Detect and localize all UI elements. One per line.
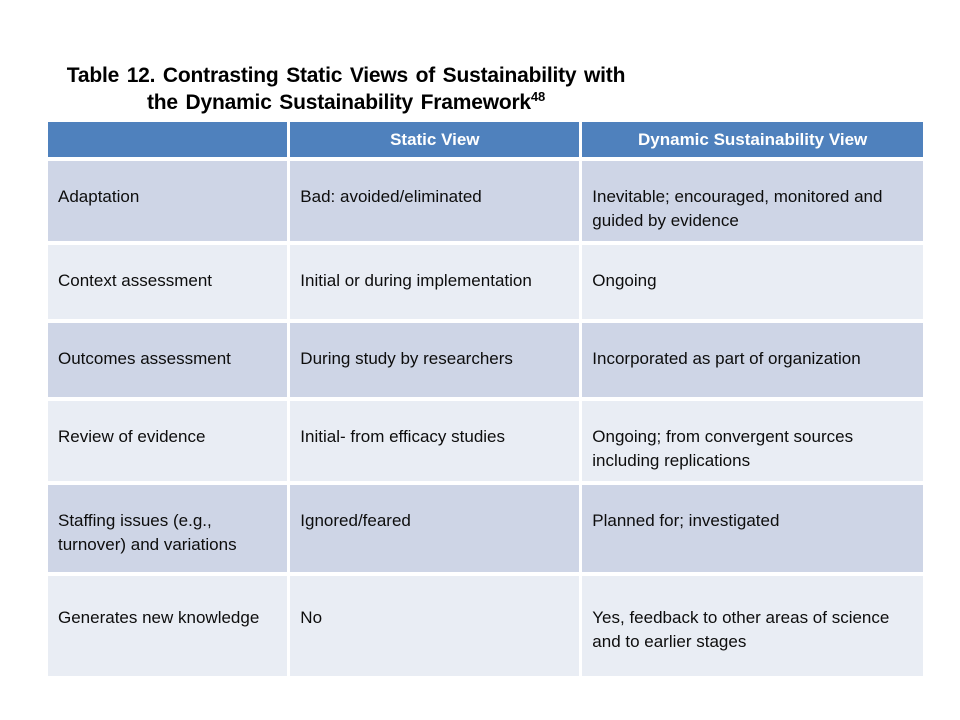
header-cell-dynamic-view: Dynamic Sustainability View — [582, 122, 923, 157]
table-row — [48, 576, 923, 676]
page-title-line1: Table 12. Contrasting Static Views of Sustainability with — [66, 64, 626, 87]
reference-superscript: 48 — [530, 89, 545, 104]
dynamic-view-cell: Incorporated as part of organization — [582, 323, 923, 397]
row-label-cell: Generates new knowledge — [48, 576, 287, 676]
header-cell-static-view: Static View — [290, 122, 579, 157]
dynamic-view-cell: Inevitable; encouraged, monitored and guided by evidence — [582, 161, 923, 241]
row-label-cell: Outcomes assessment — [48, 323, 287, 397]
row-label-cell: Review of evidence — [48, 401, 287, 481]
dynamic-view-cell: Ongoing; from convergent sources including replications — [582, 401, 923, 481]
static-view-cell: During study by researchers — [290, 323, 579, 397]
table-row — [48, 245, 923, 319]
page-title-line2 — [46, 89, 646, 116]
sustainability-comparison-table — [45, 118, 926, 680]
page-title — [46, 62, 646, 116]
table-row — [48, 401, 923, 481]
table-row — [48, 485, 923, 572]
row-label-cell: Staffing issues (e.g., turnover) and variations — [48, 485, 287, 572]
dynamic-view-cell: Ongoing — [582, 245, 923, 319]
header-cell-empty — [48, 122, 287, 157]
static-view-cell: Initial or during implementation — [290, 245, 579, 319]
static-view-cell: Bad: avoided/eliminated — [290, 161, 579, 241]
table-header-row — [48, 122, 923, 157]
table-row — [48, 161, 923, 241]
page-title-line2-text: the Dynamic Sustainability Framework — [147, 91, 531, 114]
static-view-cell: Initial- from efficacy studies — [290, 401, 579, 481]
dynamic-view-cell: Yes, feedback to other areas of science and to earlier stages — [582, 576, 923, 676]
static-view-cell: No — [290, 576, 579, 676]
dynamic-view-cell: Planned for; investigated — [582, 485, 923, 572]
row-label-cell: Adaptation — [48, 161, 287, 241]
table-row — [48, 323, 923, 397]
static-view-cell: Ignored/feared — [290, 485, 579, 572]
row-label-cell: Context assessment — [48, 245, 287, 319]
